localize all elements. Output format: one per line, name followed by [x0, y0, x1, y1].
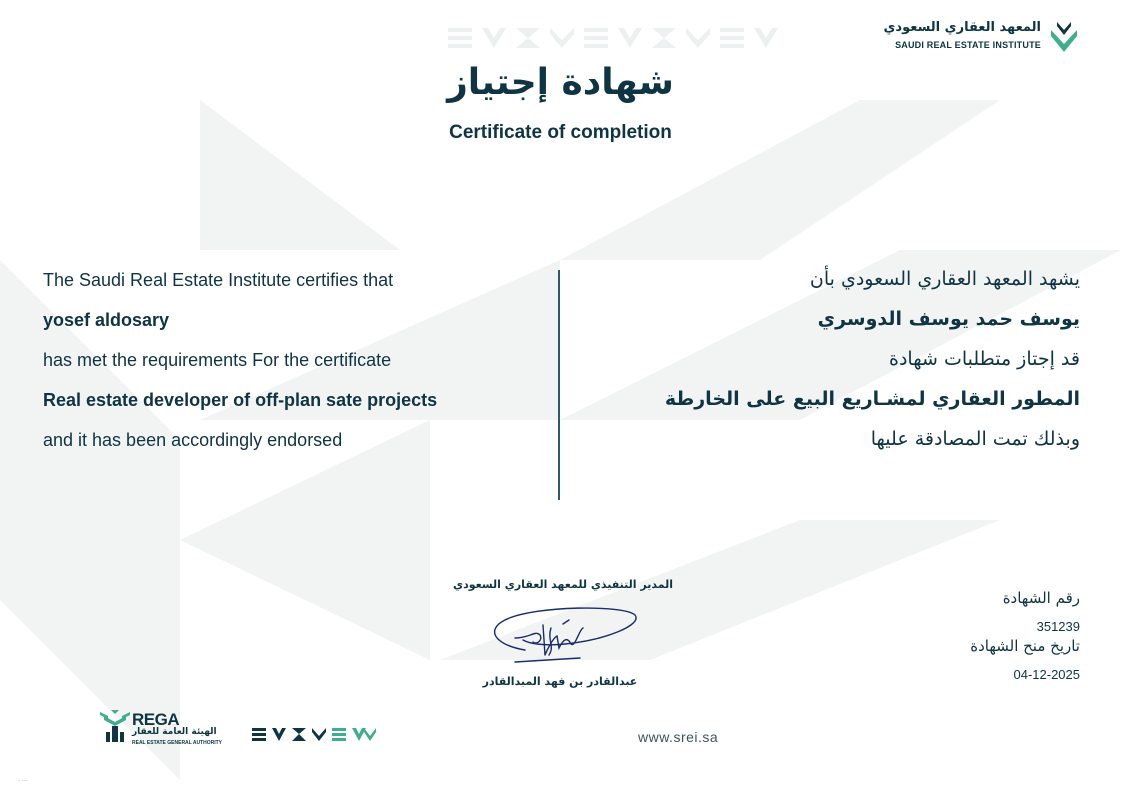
signature-image	[485, 600, 645, 675]
decorative-pattern-top	[448, 24, 788, 52]
srei-logo	[881, 18, 1081, 58]
rega-mark-icon	[100, 710, 130, 746]
certificate-number: 351239	[1036, 619, 1080, 634]
srei-mark-icon	[1047, 20, 1081, 54]
recipient-name-arabic: يوسف حمد يوسف الدوسري	[817, 308, 1080, 330]
certificate-number-label: رقم الشهادة	[1002, 589, 1080, 607]
signatory-name: عبدالقادر بن فهد المبدالقادر	[482, 675, 638, 688]
rega-arabic-name: الهيئة العامة للعقار	[132, 727, 217, 737]
footer-dots: . ...	[18, 776, 28, 783]
logo-english-text: SAUDI REAL ESTATE INSTITUTE	[895, 40, 1041, 50]
decorative-pattern-bottom	[252, 726, 377, 744]
arabic-line-endorsed: وبذلك تمت المصادقة عليها	[870, 428, 1080, 450]
rega-logo	[100, 708, 240, 748]
website-url: www.srei.sa	[638, 729, 719, 745]
program-name-arabic: المطور العقاري لمشـاريع البيع على الخارطة	[664, 388, 1080, 410]
english-line-requirements: has met the requirements For the certificate	[43, 350, 392, 370]
title-arabic: شهادة إجتياز	[447, 62, 674, 103]
rega-title: REGA	[132, 710, 180, 729]
arabic-line-requirements: قد إجتاز متطلبات شهادة	[889, 348, 1080, 370]
arabic-line-certifies: يشهد المعهد العقاري السعودي بأن	[809, 268, 1080, 290]
english-line-certifies: The Saudi Real Estate Institute certifies that	[43, 270, 394, 290]
english-line-endorsed: and it has been accordingly endorsed	[43, 430, 343, 450]
logo-arabic-text: المعهد العقاري السعودي	[883, 20, 1041, 35]
signatory-title: المدير التنفيذي للمعهد العقاري السعودي	[453, 578, 673, 591]
certificate-date-label: تاريخ منح الشهادة	[970, 637, 1080, 655]
column-divider	[558, 270, 560, 500]
title-english: Certificate of completion	[449, 122, 672, 143]
certificate-details	[880, 588, 1080, 684]
arabic-statement	[580, 266, 1080, 466]
english-statement	[43, 268, 523, 468]
certificate-date: 04-12-2025	[1013, 667, 1080, 682]
rega-english-name: REAL ESTATE GENERAL AUTHORITY	[132, 740, 223, 746]
program-name-english: Real estate developer of off-plan sate projects	[43, 390, 438, 410]
recipient-name-english: yosef aldosary	[43, 310, 170, 330]
